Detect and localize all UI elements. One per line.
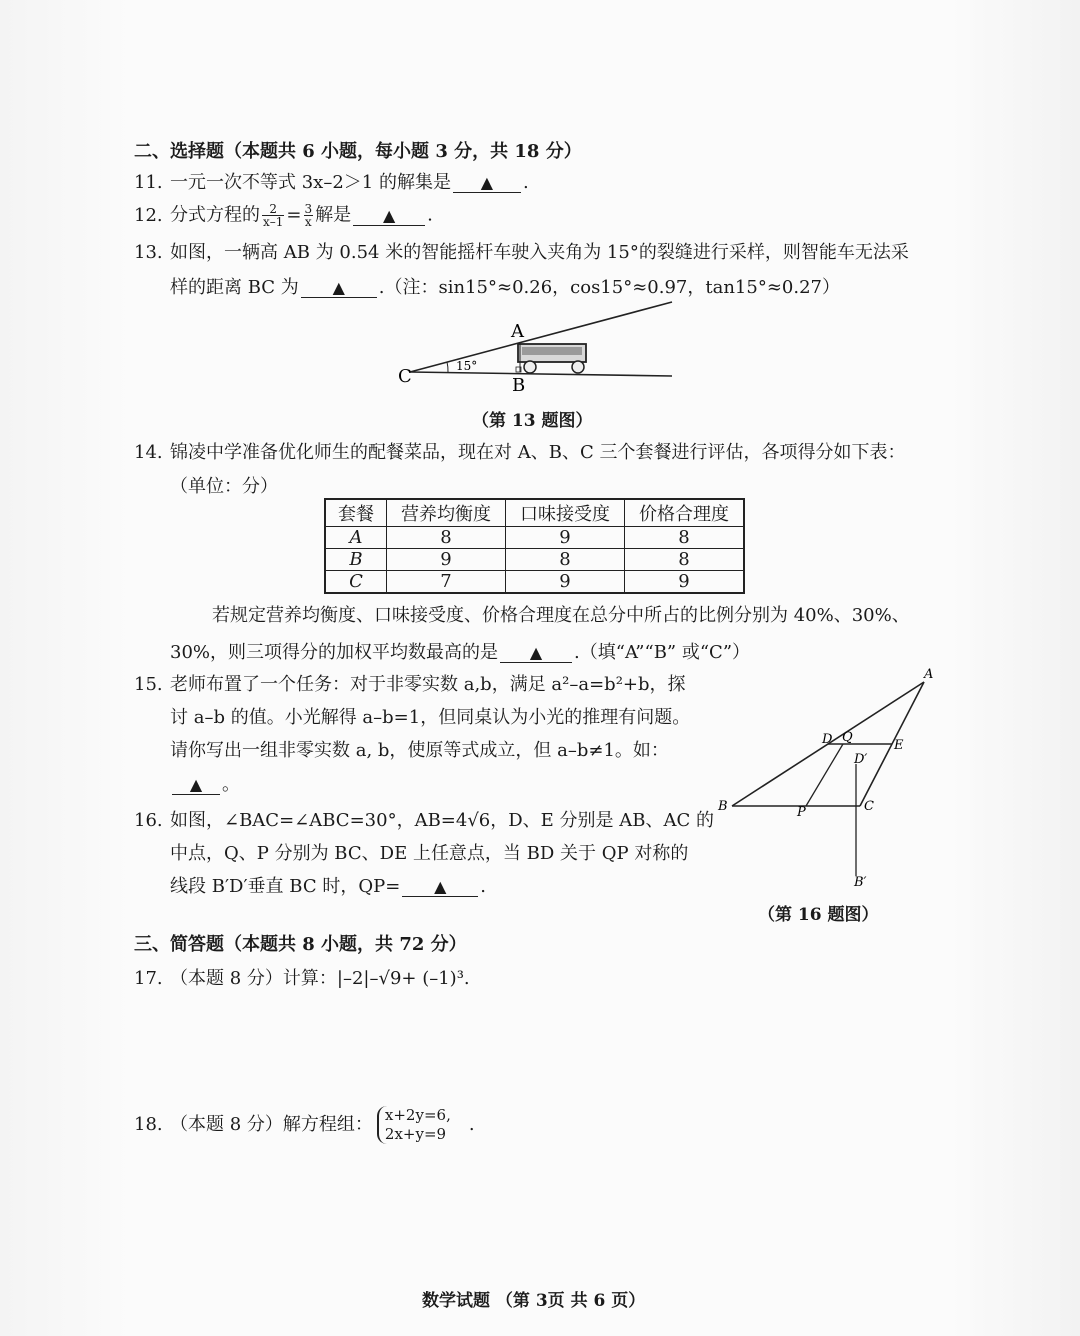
question-text: 如图，一辆高 AB 为 0.54 米的智能摇杆车驶入夹角为 15°的裂缝进行采样，则智能车无法采 <box>170 242 909 263</box>
question-text: .（注：sin15°≈0.26，cos15°≈0.97，tan15°≈0.27） <box>378 277 840 298</box>
label-a: A <box>924 667 934 682</box>
question-14-unit: （单位：分） <box>170 476 278 497</box>
table-cell: A <box>325 527 387 549</box>
table-header: 营养均衡度 <box>387 499 506 527</box>
question-text: 老师布置了一个任务：对于非零实数 a,b，满足 a²–a=b²+b，探 <box>170 674 686 695</box>
fraction-denominator: x <box>304 215 312 229</box>
question-text: 如图，∠BAC=∠ABC=30°，AB=4√6，D、E 分别是 AB、AC 的 <box>170 810 714 831</box>
fraction-numerator: 3 <box>304 202 313 216</box>
table-cell: 9 <box>387 549 506 571</box>
table-cell: 8 <box>506 549 625 571</box>
question-number: 11. <box>134 172 163 193</box>
fraction-numerator: 2 <box>262 203 284 216</box>
answer-blank: ▲ <box>500 644 572 663</box>
angle-arc <box>447 362 448 372</box>
question-number: 16. <box>134 810 163 831</box>
question-14-line1 <box>134 442 905 464</box>
table-cell: 9 <box>625 571 745 594</box>
question-16-line2: 中点，Q、P 分别为 BC、DE 上任意点，当 BD 关于 QP 对称的 <box>170 843 689 864</box>
vehicle-panel <box>522 347 582 355</box>
label-c: C <box>864 799 874 814</box>
label-d: D <box>822 732 833 747</box>
label-e: E <box>894 738 904 753</box>
question-tail: . <box>480 876 487 897</box>
vehicle-wheel <box>524 361 536 373</box>
fraction <box>262 203 284 228</box>
question-12 <box>134 203 433 228</box>
question-text: （本题 8 分）计算：|–2|–√9+ (–1)³. <box>170 968 470 989</box>
question-number: 13. <box>134 242 163 263</box>
answer-blank: ▲ <box>453 174 521 193</box>
figure-16-caption: （第 16 题图） <box>758 905 879 925</box>
question-13-line1 <box>134 242 909 264</box>
segment-qp <box>806 744 843 806</box>
section-title: 二、选择题（本题共 6 小题，每小题 3 分，共 18 分） <box>134 141 582 162</box>
table-header: 套餐 <box>325 499 387 527</box>
label-c: C <box>398 366 412 387</box>
question-number: 12. <box>134 204 163 226</box>
question-number: 17. <box>134 968 163 989</box>
question-text: 解是 <box>315 204 352 226</box>
table-row <box>325 527 744 549</box>
table-cell: B <box>325 549 387 571</box>
table-cell: 8 <box>625 549 745 571</box>
table-row <box>325 549 744 571</box>
equation-1: x+2y=6, <box>384 1106 451 1124</box>
table-cell: 9 <box>506 527 625 549</box>
question-tail: . <box>468 1114 475 1135</box>
answer-blank: ▲ <box>402 878 478 897</box>
question-number: 18. <box>134 1114 163 1135</box>
section-title: 三、简答题（本题共 8 小题，共 72 分） <box>134 934 467 955</box>
question-text: 分式方程的 <box>170 204 260 226</box>
question-11 <box>134 172 529 194</box>
table-row <box>325 571 744 594</box>
question-text: 锦凌中学准备优化师生的配餐菜品，现在对 A、B、C 三个套餐进行评估，各项得分如下表： <box>170 442 906 463</box>
vehicle-wheel <box>572 361 584 373</box>
question-16-line1 <box>134 810 714 832</box>
question-text: （本题 8 分）解方程组： <box>170 1114 373 1135</box>
table-header: 价格合理度 <box>625 499 745 527</box>
equation-2: 2x+y=9 <box>384 1125 447 1143</box>
question-15-line4 <box>170 774 240 796</box>
answer-blank: ▲ <box>301 279 377 298</box>
question-tail: . <box>427 204 433 226</box>
figure-16 <box>712 664 944 892</box>
score-table <box>324 498 745 594</box>
page-footer: 数学试题 （第 3页 共 6 页） <box>422 1291 646 1311</box>
angle-label: 15° <box>456 359 478 373</box>
label-q: Q <box>842 730 853 745</box>
table-cell: 9 <box>506 571 625 594</box>
question-15-line2: 讨 a–b 的值。小光解得 a–b=1，但同桌认为小光的推理有问题。 <box>170 707 691 728</box>
label-b: B <box>718 799 728 814</box>
label-b: B <box>512 375 526 396</box>
question-18 <box>134 1106 475 1144</box>
label-d-prime: D′ <box>854 752 868 767</box>
label-b-prime: B′ <box>854 875 867 890</box>
label-a: A <box>511 321 524 342</box>
question-17 <box>134 968 470 990</box>
label-p: P <box>797 805 806 820</box>
table-cell: 8 <box>625 527 745 549</box>
answer-blank: ▲ <box>172 776 220 795</box>
fraction-denominator: x–1 <box>263 215 284 229</box>
question-15-line3: 请你写出一组非零实数 a, b，使原等式成立，但 a–b≠1。如： <box>170 740 669 761</box>
table-cell: C <box>325 571 387 594</box>
question-text: 线段 B′D′垂直 BC 时，QP= <box>170 876 401 897</box>
question-number: 15. <box>134 674 163 695</box>
question-15-line1 <box>134 674 686 696</box>
figure-13 <box>390 292 690 402</box>
question-text: 样的距离 BC 为 <box>170 277 299 298</box>
crack-lower-line <box>410 372 672 376</box>
table-cell: 8 <box>387 527 506 549</box>
table-header-row <box>325 499 744 527</box>
table-cell: 7 <box>387 571 506 594</box>
question-tail: . <box>522 172 529 193</box>
question-text: 一元一次不等式 3x–2＞1 的解集是 <box>170 172 451 193</box>
question-16-line3 <box>170 876 486 898</box>
question-text: .（填“A”“B” 或“C”） <box>574 642 751 663</box>
question-tail: 。 <box>222 774 240 795</box>
question-text: 30%，则三项得分的加权平均数最高的是 <box>170 642 499 663</box>
question-14-line3: 若规定营养均衡度、口味接受度、价格合理度在总分中所占的比例分别为 40%、30%、 <box>212 605 910 626</box>
equation-system <box>377 1106 451 1144</box>
figure-13-caption: （第 13 题图） <box>472 411 593 431</box>
fraction <box>304 203 314 228</box>
question-number: 14. <box>134 442 163 463</box>
answer-blank: ▲ <box>353 207 425 226</box>
question-14-line4 <box>170 642 750 664</box>
equals-sign: = <box>286 204 302 226</box>
table-header: 口味接受度 <box>506 499 625 527</box>
